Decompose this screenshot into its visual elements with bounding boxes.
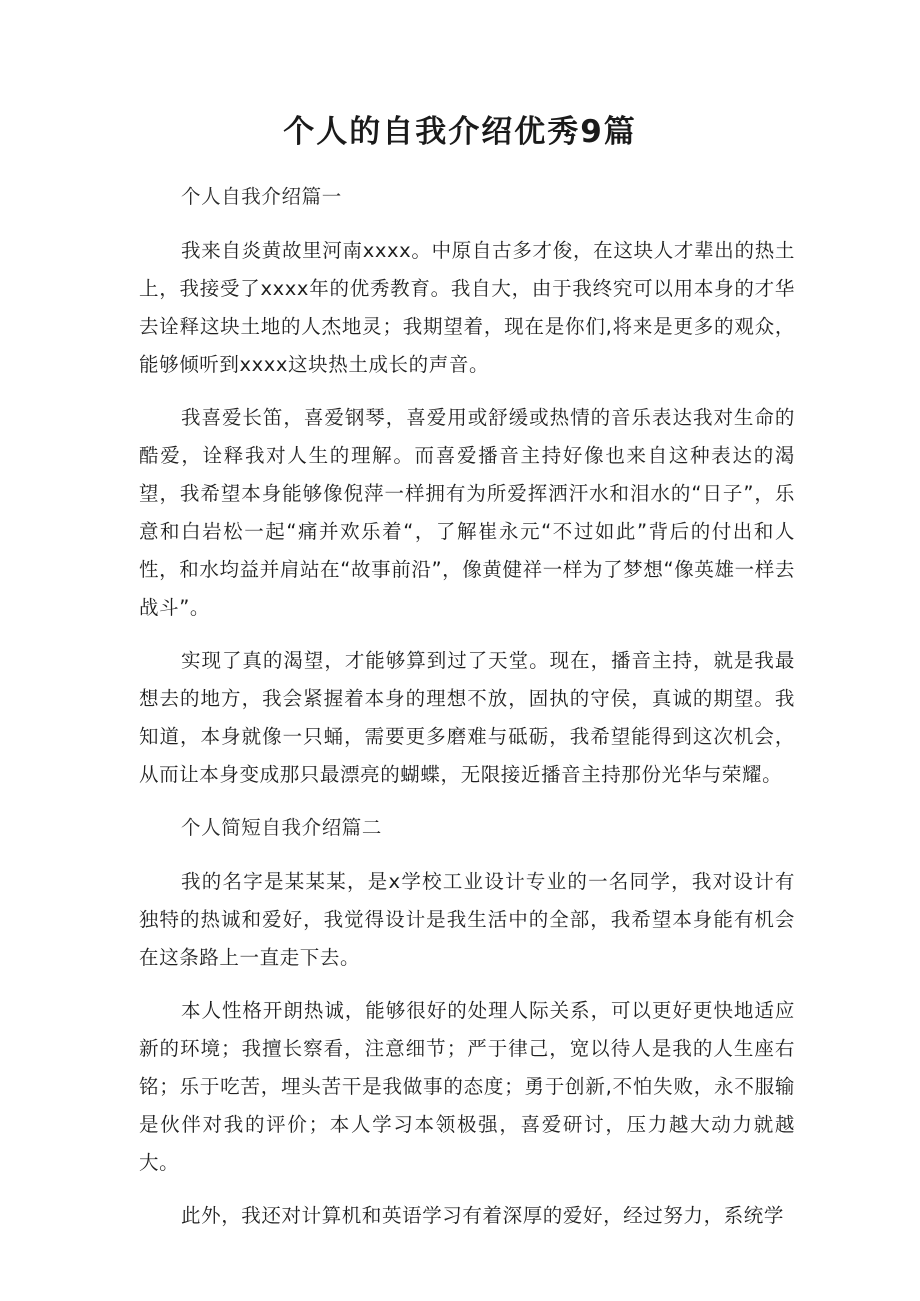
paragraph: 此外，我还对计算机和英语学习有着深厚的爱好，经过努力，系统学 <box>181 1204 785 1227</box>
paragraph: 实现了真的渴望，才能够算到过了天堂。现在，播音主持，就是我最想去的地方，我会紧握着本身的理想不放，固执的守侯，真诚的期望。我知道，本身就像一只蛹，需要更多磨难与砥砺，我希望能得到这次机会，从而让本身变成那只最漂亮的蝴蝶，无限接近播音主持那份光华与荣耀。 <box>139 649 795 786</box>
section-2 <box>139 809 795 1235</box>
paragraph: 我的名字是某某某，是x学校工业设计专业的一名同学，我对设计有独特的热诚和爱好，我觉得设计是我生活中的全部，我希望本身能有机会在这条路上一直走下去。 <box>139 870 795 969</box>
document-title: 个人的自我介绍优秀9篇 <box>283 114 637 150</box>
section-heading: 个人自我介绍篇一 <box>181 185 342 208</box>
section-heading: 个人简短自我介绍篇二 <box>181 816 383 839</box>
document-body <box>139 178 795 1250</box>
paragraph: 本人性格开朗热诚，能够很好的处理人际关系，可以更好更快地适应新的环境；我擅长察看，注意细节；严于律己，宽以待人是我的人生座右铭；乐于吃苦，埋头苦干是我做事的态度；勇于创新,不怕失败，永不服输是伙伴对我的评价；本人学习本领极强，喜爱研讨，压力越大动力就越大。 <box>139 999 795 1174</box>
paragraph: 我来自炎黄故里河南xxxx。中原自古多才俊，在这块人才辈出的热土上，我接受了xxxx年的优秀教育。我自大，由于我终究可以用本身的才华去诠释这块土地的人杰地灵；我期望着，现在是你们,将来是更多的观众，能够倾听到xxxx这块热土成长的声音。 <box>139 239 795 376</box>
paragraph: 我喜爱长笛，喜爱钢琴，喜爱用或舒缓或热情的音乐表达我对生命的酷爱，诠释我对人生的理解。而喜爱播音主持好像也来自这种表达的渴望，我希望本身能够像倪萍一样拥有为所爱挥洒汗水和泪水的“日子”，乐意和白岩松一起“痛并欢乐着“，了解崔永元“不过如此”背后的付出和人性，和水均益并肩站在“故事前沿”，像黄健祥一样为了梦想“像英雄一样去战斗”。 <box>139 406 795 619</box>
section-1 <box>139 178 795 794</box>
